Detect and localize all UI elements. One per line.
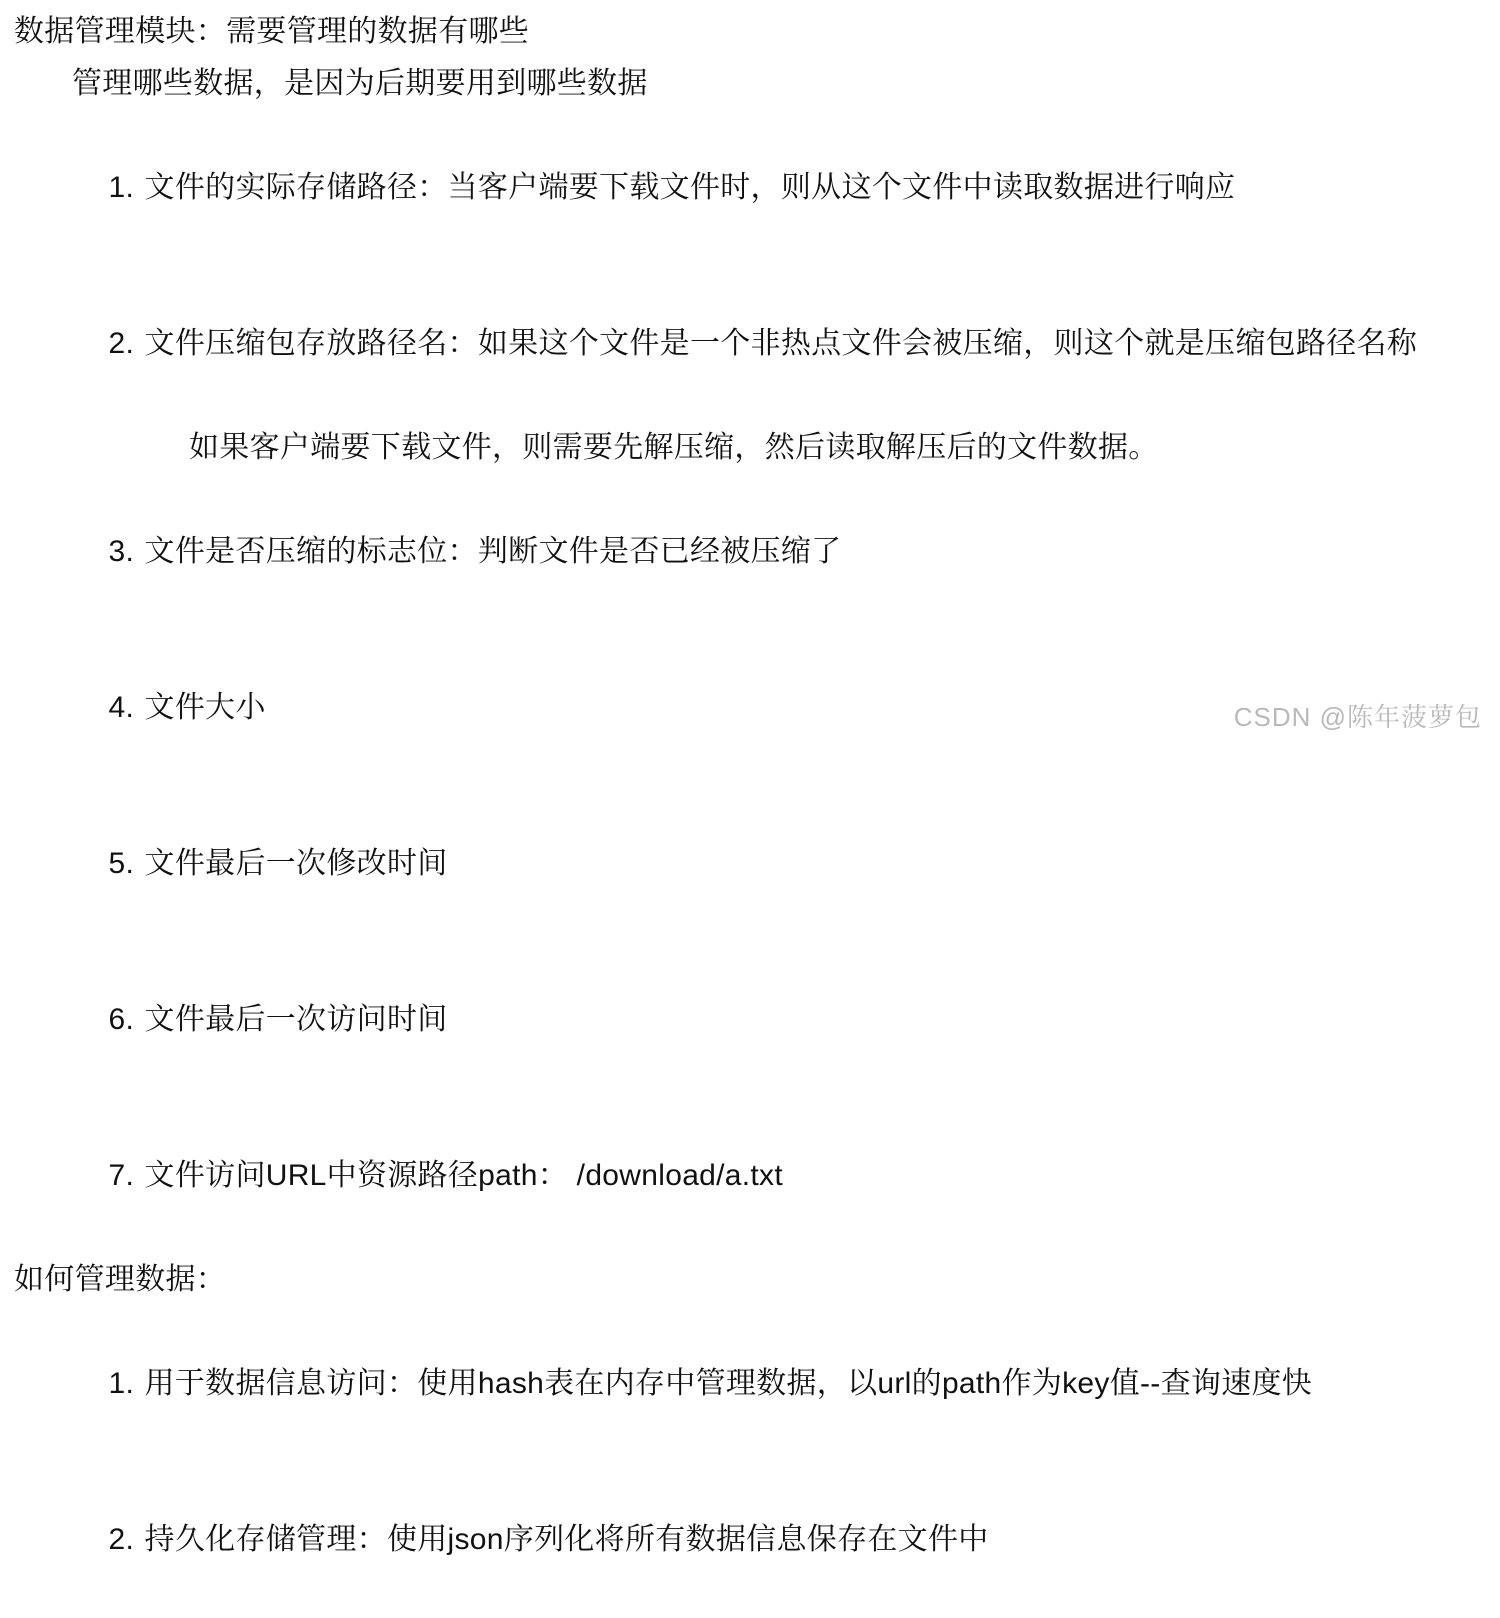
list-item-number: 3. bbox=[108, 535, 135, 568]
list-item bbox=[74, 266, 1500, 422]
list-item bbox=[74, 1098, 1500, 1254]
list-item-number: 6. bbox=[108, 1003, 135, 1036]
list-item-number: 4. bbox=[108, 691, 135, 724]
list-item-number: 2. bbox=[108, 1523, 135, 1556]
list-item bbox=[74, 1306, 1500, 1462]
list-item-continuation: 如果客户端要下载文件，则需要先解压缩，然后读取解压后的文件数据。 bbox=[189, 431, 1159, 464]
list-item-text: 文件最后一次访问时间 bbox=[144, 1003, 448, 1036]
watermark: CSDN @陈年菠萝包 bbox=[1233, 702, 1482, 732]
list-item-text: 文件大小 bbox=[144, 691, 266, 724]
subheading: 管理哪些数据，是因为后期要用到哪些数据 bbox=[72, 67, 648, 100]
list-item bbox=[74, 942, 1500, 1098]
list-item bbox=[74, 786, 1500, 942]
list-item-text: 文件的实际存储路径：当客户端要下载文件时，则从这个文件中读取数据进行响应 bbox=[144, 171, 1236, 204]
list-item-number: 2. bbox=[108, 327, 135, 360]
list-item bbox=[74, 474, 1500, 630]
page-title: 数据管理模块：需要管理的数据有哪些 bbox=[14, 15, 530, 48]
list-item bbox=[74, 110, 1500, 266]
list-item-number: 5. bbox=[108, 847, 135, 880]
list-item-number: 1. bbox=[108, 1367, 135, 1400]
section-heading: 如何管理数据： bbox=[14, 1263, 227, 1296]
list-item-number: 7. bbox=[108, 1159, 135, 1192]
list-item-text: 用于数据信息访问：使用hash表在内存中管理数据，以url的path作为key值--查询速度快 bbox=[144, 1367, 1313, 1400]
list-item-text: 文件是否压缩的标志位：判断文件是否已经被压缩了 bbox=[144, 535, 842, 568]
list-item bbox=[74, 1462, 1500, 1618]
list-item-text: 持久化存储管理：使用json序列化将所有数据信息保存在文件中 bbox=[144, 1523, 989, 1556]
list-item-text: 文件访问URL中资源路径path： /download/a.txt bbox=[144, 1159, 783, 1192]
list-item-text: 文件压缩包存放路径名：如果这个文件是一个非热点文件会被压缩，则这个就是压缩包路径名称 bbox=[144, 327, 1418, 360]
list-item-number: 1. bbox=[108, 171, 135, 204]
list-item-text: 文件最后一次修改时间 bbox=[144, 847, 448, 880]
